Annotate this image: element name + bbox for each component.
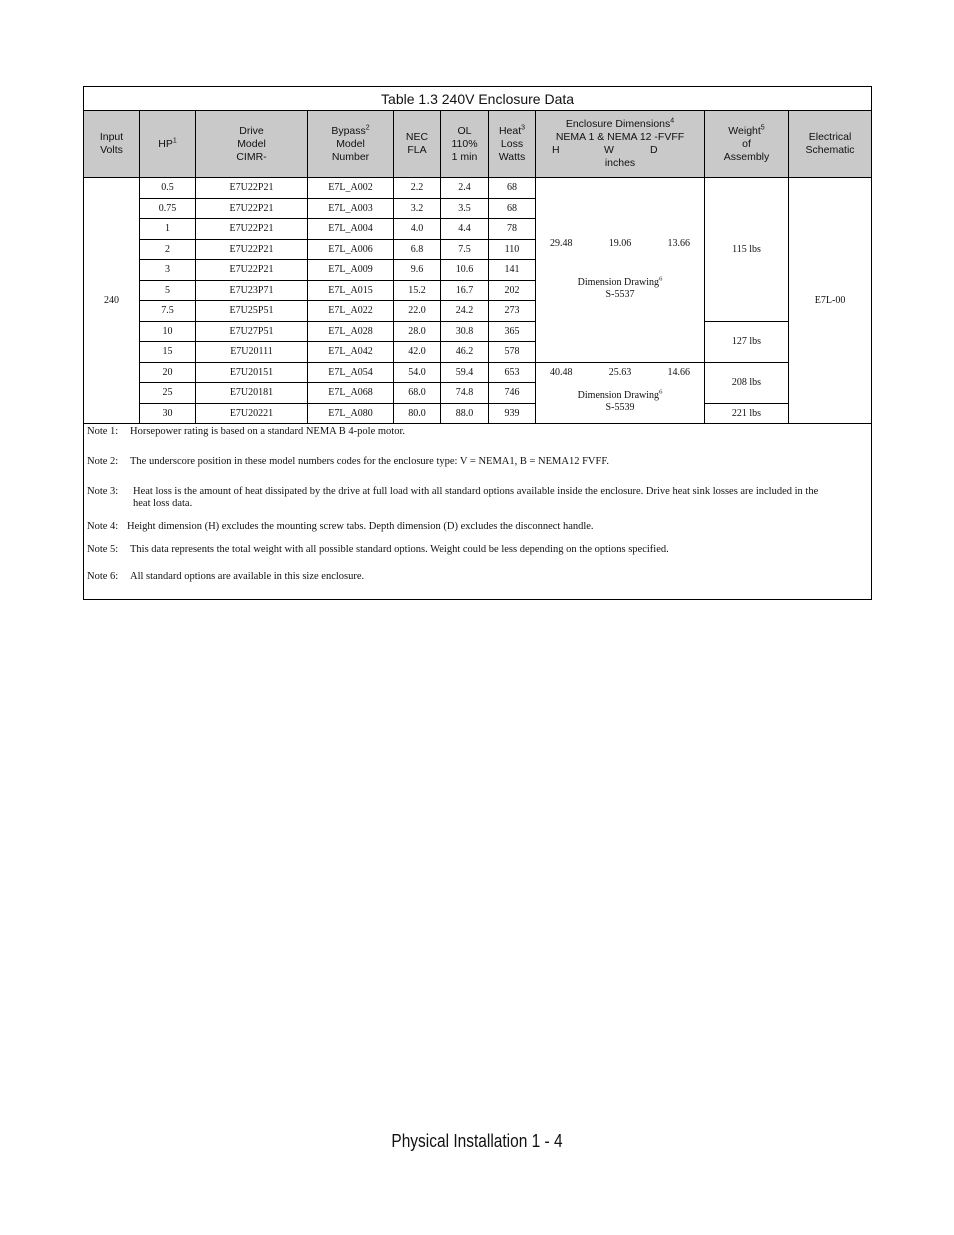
nec-fla-cell: 28.0 [394, 321, 441, 342]
enclosure-data-frame [83, 86, 872, 600]
heat-loss-cell: 78 [489, 219, 536, 240]
hp-cell: 0.5 [140, 178, 196, 199]
drive-model-cell: E7U20151 [196, 362, 308, 383]
note-3: Note 3: Heat loss is the amount of heat dissipated by the drive at full load with all standard options available inside the enclosure. Drive heat sink losses are included in the heat loss data. [87, 486, 819, 509]
bypass-model-cell: E7L_A006 [308, 239, 394, 260]
header-enclosure-dimensions: Enclosure Dimensions$^4$ NEMA 1 & NEMA 12 -FVFF H W D inches [536, 111, 705, 178]
note-4: Note 4: Height dimension (H) excludes the mounting screw tabs. Depth dimension (D) excludes the disconnect handle. [87, 521, 594, 532]
heat-loss-cell: 939 [489, 403, 536, 424]
header-nec-fla: NEC FLA [394, 111, 441, 178]
bypass-model-cell: E7L_A054 [308, 362, 394, 383]
hp-cell: 7.5 [140, 301, 196, 322]
header-bypass-model: Bypass$^2$ Model Number [308, 111, 394, 178]
dimension-drawing-label: Dimension Drawing [577, 277, 660, 289]
heat-loss-cell: 365 [489, 321, 536, 342]
drive-model-cell: E7U20111 [196, 342, 308, 363]
drive-model-cell: E7U22P21 [196, 260, 308, 281]
enclosure-dimensions-cell-2: 40.48 25.63 14.66 Dimension Drawing$^6$ S-5539 [536, 362, 705, 424]
ol-cell: 7.5 [441, 239, 489, 260]
note-5: Note 5: This data represents the total weight with all possible standard options. Weight could be less depending on the options specified. [87, 544, 669, 555]
hp-cell: 5 [140, 280, 196, 301]
dim-w: 25.63 [608, 366, 632, 378]
nec-fla-cell: 54.0 [394, 362, 441, 383]
nec-fla-cell: 2.2 [394, 178, 441, 199]
heat-loss-cell: 746 [489, 383, 536, 404]
bypass-model-cell: E7L_A042 [308, 342, 394, 363]
nec-fla-cell: 6.8 [394, 239, 441, 260]
ol-cell: 10.6 [441, 260, 489, 281]
weight-cell: 208 lbs [705, 362, 789, 403]
drive-model-cell: E7U20221 [196, 403, 308, 424]
drive-model-cell: E7U23P71 [196, 280, 308, 301]
table-title: Table 1.3 240V Enclosure Data [84, 87, 872, 111]
bypass-model-cell: E7L_A022 [308, 301, 394, 322]
ol-cell: 74.8 [441, 383, 489, 404]
ol-cell: 46.2 [441, 342, 489, 363]
nec-fla-cell: 4.0 [394, 219, 441, 240]
header-drive-model: Drive Model CIMR- [196, 111, 308, 178]
note-2: Note 2: The underscore position in these model numbers codes for the enclosure type: V = NEMA1, B = NEMA12 FVFF. [87, 456, 609, 467]
bypass-model-cell: E7L_A003 [308, 198, 394, 219]
heat-loss-cell: 68 [489, 178, 536, 199]
drive-model-cell: E7U25P51 [196, 301, 308, 322]
bypass-model-cell: E7L_A028 [308, 321, 394, 342]
header-electrical-schematic: Electrical Schematic [789, 111, 872, 178]
heat-loss-cell: 68 [489, 198, 536, 219]
drive-model-cell: E7U22P21 [196, 178, 308, 199]
dimension-drawing-number: S-5539 [605, 401, 635, 413]
enclosure-data-table [83, 86, 872, 424]
weight-cell: 127 lbs [705, 321, 789, 362]
enclosure-dimensions-cell-1: 29.48 19.06 13.66 Dimension Drawing$^6$ S-5537 [536, 178, 705, 363]
ol-cell: 24.2 [441, 301, 489, 322]
hp-cell: 25 [140, 383, 196, 404]
bypass-model-cell: E7L_A080 [308, 403, 394, 424]
ol-cell: 59.4 [441, 362, 489, 383]
dimension-drawing-label: Dimension Drawing [577, 389, 660, 401]
hp-cell: 15 [140, 342, 196, 363]
weight-cell: 115 lbs [705, 178, 789, 322]
bypass-model-cell: E7L_A015 [308, 280, 394, 301]
bypass-model-cell: E7L_A068 [308, 383, 394, 404]
nec-fla-cell: 15.2 [394, 280, 441, 301]
hp-cell: 2 [140, 239, 196, 260]
dim-h: 29.48 [550, 238, 573, 250]
ol-cell: 88.0 [441, 403, 489, 424]
dim-h: 40.48 [550, 366, 573, 378]
heat-loss-cell: 653 [489, 362, 536, 383]
note-6: Note 6: All standard options are available in this size enclosure. [87, 571, 365, 582]
input-volts-cell: 240 [84, 178, 140, 424]
header-heat-loss: Heat$^3$ Loss Watts [489, 111, 536, 178]
table-row [84, 178, 872, 199]
bypass-model-cell: E7L_A009 [308, 260, 394, 281]
table-row [84, 321, 872, 342]
hp-cell: 20 [140, 362, 196, 383]
dimension-drawing-number: S-5537 [605, 289, 635, 301]
nec-fla-cell: 68.0 [394, 383, 441, 404]
schematic-cell: E7L-00 [789, 178, 872, 424]
hp-cell: 3 [140, 260, 196, 281]
hp-cell: 10 [140, 321, 196, 342]
nec-fla-cell: 9.6 [394, 260, 441, 281]
ol-cell: 16.7 [441, 280, 489, 301]
bypass-model-cell: E7L_A004 [308, 219, 394, 240]
dim-d: 14.66 [667, 366, 690, 378]
drive-model-cell: E7U22P21 [196, 198, 308, 219]
ol-cell: 3.5 [441, 198, 489, 219]
page-footer: Physical Installation 1 - 4 [391, 1131, 563, 1151]
weight-cell: 221 lbs [705, 403, 789, 424]
hp-cell: 1 [140, 219, 196, 240]
header-hp: $HP^1$ [140, 111, 196, 178]
nec-fla-cell: 22.0 [394, 301, 441, 322]
table-row [84, 362, 872, 383]
dim-d: 13.66 [667, 238, 690, 250]
heat-loss-cell: 273 [489, 301, 536, 322]
ol-cell: 30.8 [441, 321, 489, 342]
heat-loss-cell: 141 [489, 260, 536, 281]
drive-model-cell: E7U22P21 [196, 219, 308, 240]
header-ol: OL 110% 1 min [441, 111, 489, 178]
drive-model-cell: E7U22P21 [196, 239, 308, 260]
heat-loss-cell: 202 [489, 280, 536, 301]
ol-cell: 2.4 [441, 178, 489, 199]
header-input-volts: Input Volts [84, 111, 140, 178]
heat-loss-cell: 578 [489, 342, 536, 363]
hp-cell: 30 [140, 403, 196, 424]
ol-cell: 4.4 [441, 219, 489, 240]
nec-fla-cell: 80.0 [394, 403, 441, 424]
bypass-model-cell: E7L_A002 [308, 178, 394, 199]
heat-loss-cell: 110 [489, 239, 536, 260]
header-weight: Weight$^5$ of Assembly [705, 111, 789, 178]
nec-fla-cell: 42.0 [394, 342, 441, 363]
table-row [84, 403, 872, 424]
drive-model-cell: E7U20181 [196, 383, 308, 404]
nec-fla-cell: 3.2 [394, 198, 441, 219]
note-1: Note 1: Horsepower rating is based on a standard NEMA B 4-pole motor. [87, 426, 405, 437]
dim-w: 19.06 [608, 238, 632, 250]
drive-model-cell: E7U27P51 [196, 321, 308, 342]
hp-cell: 0.75 [140, 198, 196, 219]
